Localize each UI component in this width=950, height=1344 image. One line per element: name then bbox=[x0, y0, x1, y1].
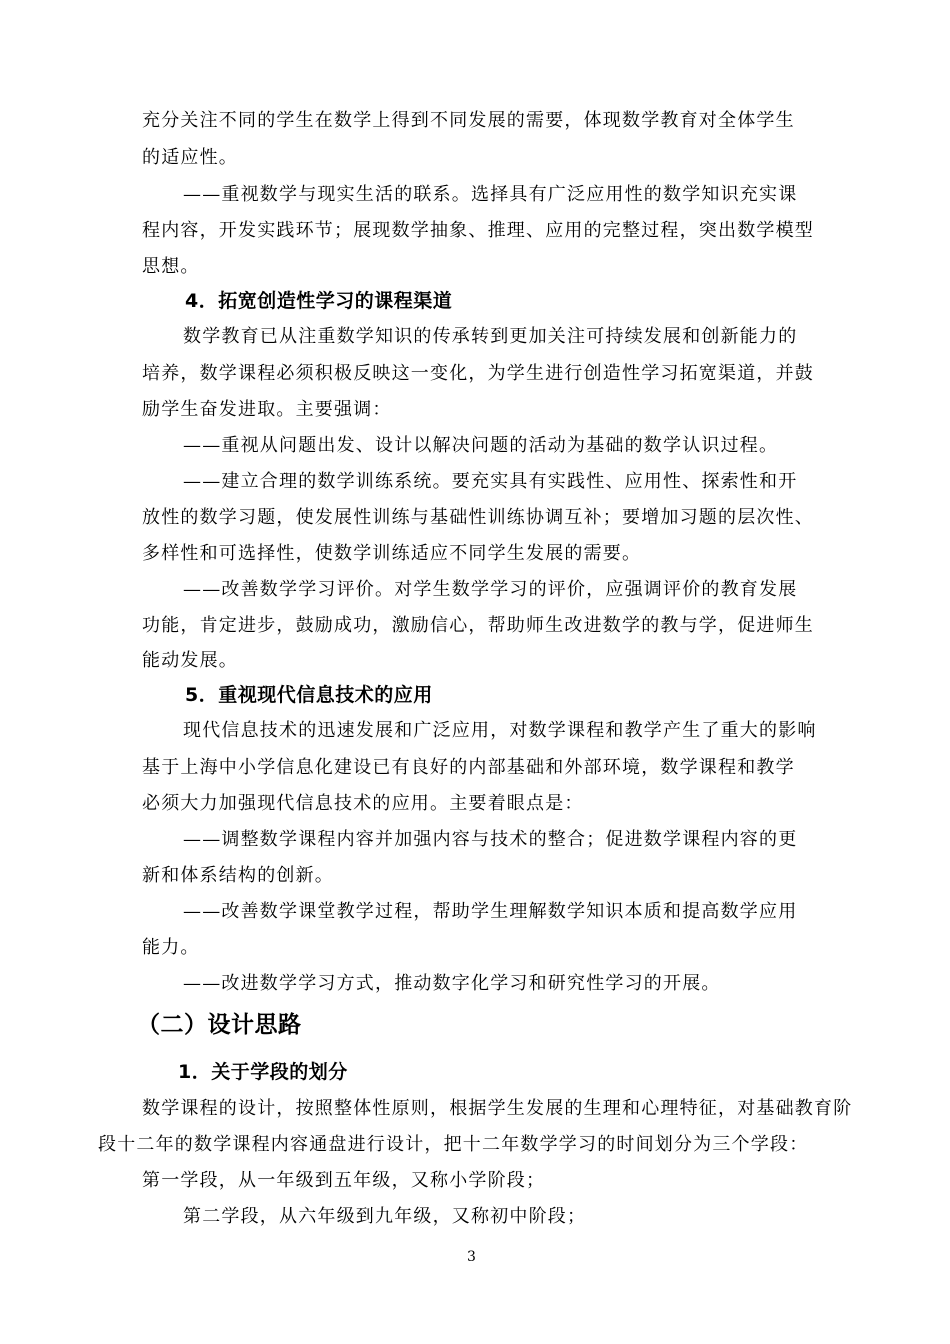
section-heading-1: 1．关于学段的划分 bbox=[178, 1061, 348, 1083]
text-line: 现代信息技术的迅速发展和广泛应用，对数学课程和教学产生了重大的影响 bbox=[183, 720, 817, 741]
text-line: 数学课程的设计，按照整体性原则，根据学生发展的生理和心理特征，对基础教育阶 bbox=[142, 1098, 853, 1119]
text-line: 励学生奋发进取。主要强调： bbox=[142, 399, 392, 420]
text-line: 能力。 bbox=[142, 937, 200, 958]
chapter-heading: （二）设计思路 bbox=[137, 1012, 302, 1038]
page-number: 3 bbox=[467, 1249, 476, 1265]
text-line: ——重视从问题出发、设计以解决问题的活动为基础的数学认识过程。 bbox=[183, 435, 779, 456]
text-line: 思想。 bbox=[142, 256, 200, 277]
text-line: 功能，肯定进步，鼓励成功，激励信心，帮助师生改进数学的教与学，促进师生 bbox=[142, 615, 814, 636]
text-line: 的适应性。 bbox=[142, 147, 238, 168]
text-line: 第一学段，从一年级到五年级，又称小学阶段； bbox=[142, 1170, 546, 1191]
text-line: 程内容，开发实践环节；展现数学抽象、推理、应用的完整过程，突出数学模型 bbox=[142, 220, 814, 241]
text-line: 新和体系结构的创新。 bbox=[142, 865, 334, 886]
text-line: ——改善数学学习评价。对学生数学学习的评价，应强调评价的教育发展 bbox=[183, 579, 798, 600]
text-line: ——重视数学与现实生活的联系。选择具有广泛应用性的数学知识充实课 bbox=[183, 184, 798, 205]
section-heading-4: 4．拓宽创造性学习的课程渠道 bbox=[185, 290, 453, 312]
section-heading-5: 5．重视现代信息技术的应用 bbox=[185, 684, 433, 706]
text-line: ——改进数学学习方式，推动数字化学习和研究性学习的开展。 bbox=[183, 973, 721, 994]
text-line: 充分关注不同的学生在数学上得到不同发展的需要，体现数学教育对全体学生 bbox=[142, 110, 795, 131]
text-line: 培养，数学课程必须积极反映这一变化，为学生进行创造性学习拓宽渠道，并鼓 bbox=[142, 363, 814, 384]
text-line: 必须大力加强现代信息技术的应用。主要着眼点是： bbox=[142, 793, 584, 814]
text-line: 能动发展。 bbox=[142, 650, 238, 671]
text-line: 段十二年的数学课程内容通盘进行设计，把十二年数学学习的时间划分为三个学段： bbox=[98, 1134, 809, 1155]
text-line: ——调整数学课程内容并加强内容与技术的整合；促进数学课程内容的更 bbox=[183, 829, 798, 850]
text-line: 基于上海中小学信息化建设已有良好的内部基础和外部环境，数学课程和教学 bbox=[142, 757, 795, 778]
text-line: 放性的数学习题，使发展性训练与基础性训练协调互补；要增加习题的层次性、 bbox=[142, 507, 814, 528]
text-line: 第二学段，从六年级到九年级，又称初中阶段； bbox=[183, 1206, 587, 1227]
text-line: 数学教育已从注重数学知识的传承转到更加关注可持续发展和创新能力的 bbox=[183, 326, 798, 347]
text-line: ——建立合理的数学训练系统。要充实具有实践性、应用性、探索性和开 bbox=[183, 471, 798, 492]
text-line: 多样性和可选择性，使数学训练适应不同学生发展的需要。 bbox=[142, 543, 642, 564]
text-line: ——改善数学课堂教学过程，帮助学生理解数学知识本质和提高数学应用 bbox=[183, 901, 798, 922]
